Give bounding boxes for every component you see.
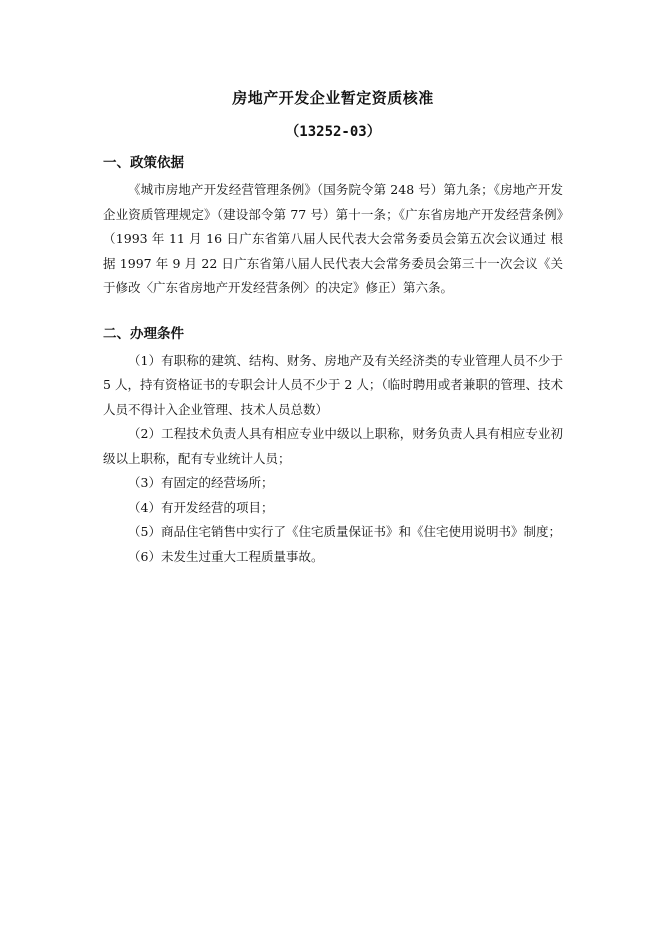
document-content — [103, 86, 563, 569]
section-heading: 二、办理条件 — [103, 325, 184, 342]
section-conditions — [103, 323, 563, 570]
condition-item: （5）商品住宅销售中实行了《住宅质量保证书》和《住宅使用说明书》制度； — [128, 524, 561, 539]
condition-item: （3）有固定的经营场所； — [128, 475, 274, 490]
condition-item: （2）工程技术负责人具有相应专业中级以上职称，财务负责人具有相应专业初级以上职称，配有专业统计人员； — [103, 426, 563, 466]
condition-item: （1）有职称的建筑、结构、财务、房地产及有关经济类的专业管理人员不少于 5 人，持有资格证书的专职会计人员不少于 2 人；（临时聘用或者兼职的管理、技术人员不得计入企业管理、技术人员总数） — [103, 352, 563, 417]
section-policy-basis — [103, 152, 563, 301]
condition-item: （6）未发生过重大工程质量事故。 — [128, 548, 324, 564]
section-heading: 一、政策依据 — [103, 155, 184, 171]
document-title: 房地产开发企业暂定资质核准 — [232, 89, 434, 107]
document-code: （13252-03） — [285, 124, 381, 140]
condition-item: （4）有开发经营的项目； — [128, 499, 274, 515]
section-paragraph: 《城市房地产开发经营管理条例》（国务院令第 248 号）第九条；《房地产开发企业资质管理规定》（建设部令第 77 号）第十一条；《广东省房地产开发经营条例》（1993 年 11 月 16 日广东省第八届人民代表大会常务委员会第五次会议通过 根据 1997 年 9 月 22 日广东省第八届人民代表大会常务委员会第三十一次会议《关于修改〈广东省房地产开发经营条例〉的决定》修正）第六条。 — [103, 182, 563, 295]
